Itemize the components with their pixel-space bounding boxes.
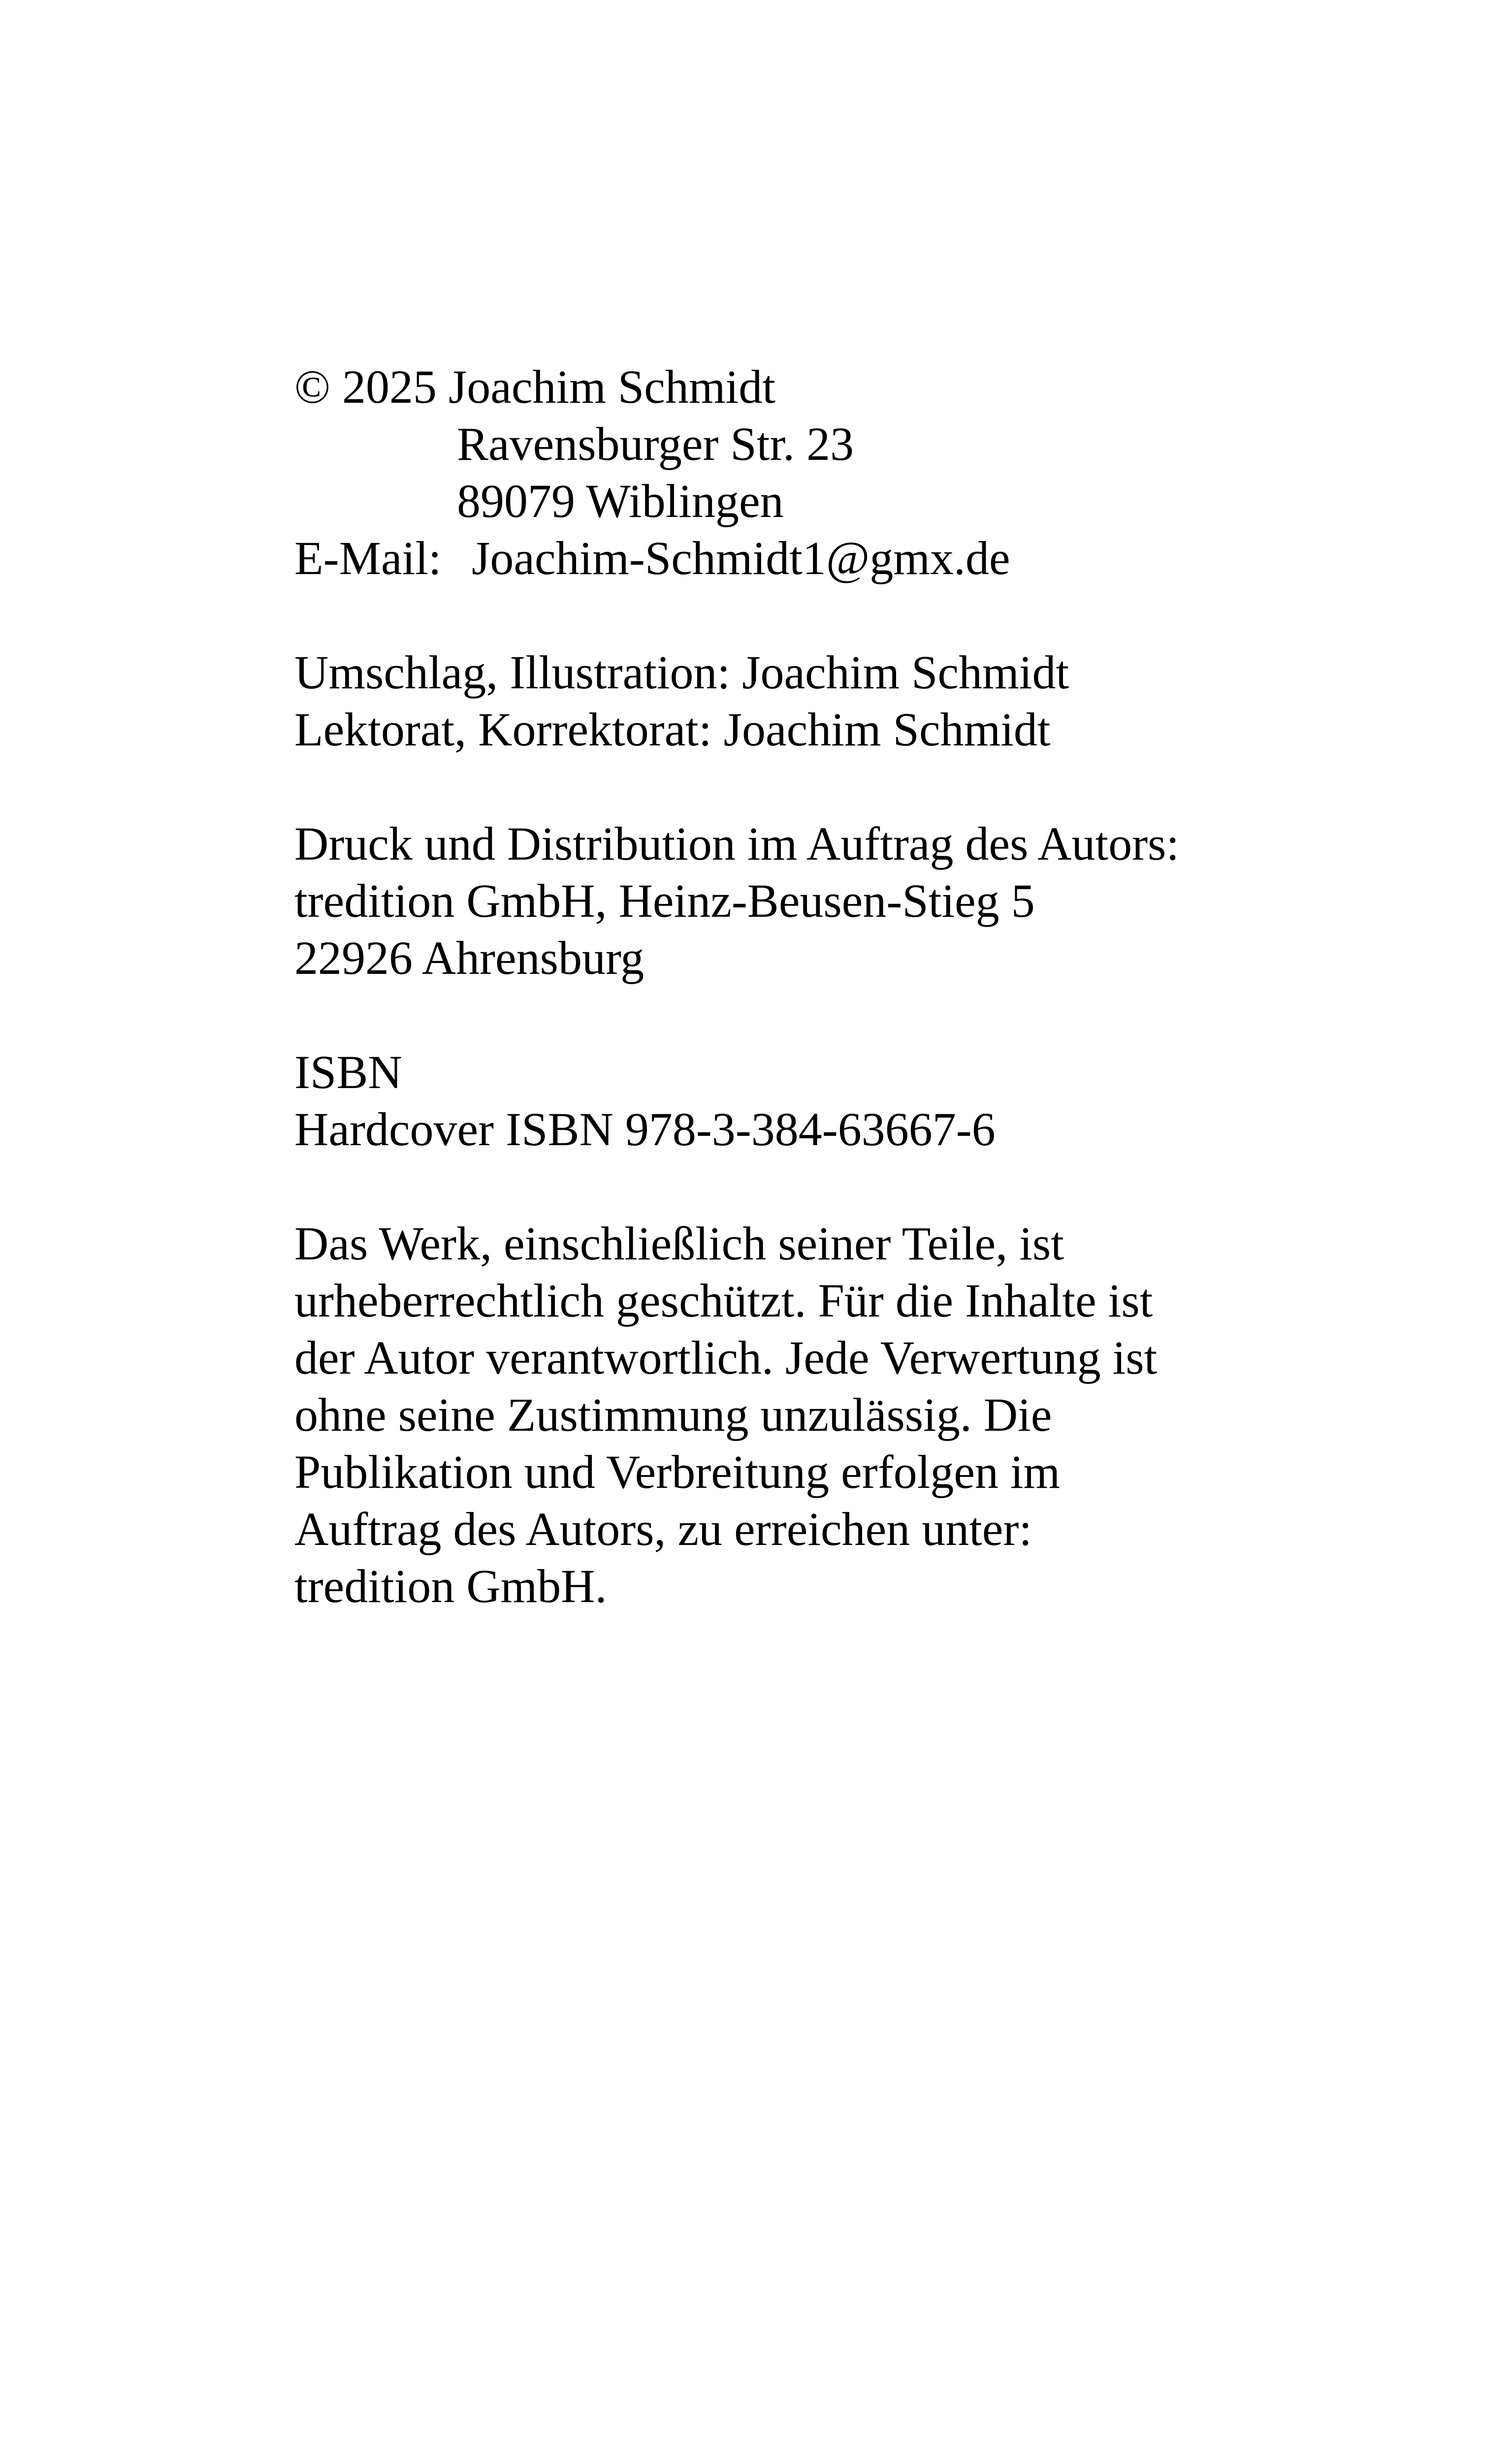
spacer bbox=[294, 587, 1427, 644]
legal-line: der Autor verantwortlich. Jede Verwertung ist bbox=[294, 1331, 1158, 1384]
printing-line-3: 22926 Ahrensburg bbox=[294, 932, 644, 984]
spacer bbox=[294, 758, 1427, 815]
cover-illustration-credit: Umschlag, Illustration: Joachim Schmidt bbox=[294, 646, 1069, 699]
editing-credit: Lektorat, Korrektorat: Joachim Schmidt bbox=[294, 703, 1051, 756]
address-street: Ravensburger Str. 23 bbox=[457, 418, 854, 470]
legal-line: urheberrechtlich geschützt. Für die Inhalte ist bbox=[294, 1274, 1153, 1327]
legal-line: Publikation und Verbreitung erfolgen im bbox=[294, 1446, 1061, 1498]
printing-line-2: tredition GmbH, Heinz-Beusen-Stieg 5 bbox=[294, 874, 1035, 927]
spacer bbox=[294, 987, 1427, 1044]
copyright-line: © 2025 Joachim Schmidt bbox=[294, 360, 775, 413]
imprint-page bbox=[294, 358, 1427, 1615]
legal-line: ohne seine Zustimmung unzulässig. Die bbox=[294, 1388, 1052, 1441]
address-city: 89079 Wiblingen bbox=[457, 475, 784, 527]
email-line bbox=[294, 530, 1427, 587]
credits-block bbox=[294, 644, 1427, 758]
isbn-heading: ISBN bbox=[294, 1046, 402, 1098]
legal-line: Auftrag des Autors, zu erreichen unter: bbox=[294, 1503, 1032, 1555]
isbn-hardcover: Hardcover ISBN 978-3-384-63667-6 bbox=[294, 1103, 996, 1156]
legal-line: tredition GmbH. bbox=[294, 1560, 607, 1612]
copyright-block bbox=[294, 358, 1427, 587]
isbn-block bbox=[294, 1044, 1427, 1158]
email-value: Joachim-Schmidt1@gmx.de bbox=[472, 532, 1010, 584]
legal-notice bbox=[294, 1215, 1427, 1615]
email-label: E-Mail: bbox=[294, 532, 442, 584]
spacer bbox=[294, 1158, 1427, 1215]
printing-block bbox=[294, 815, 1427, 987]
legal-line: Das Werk, einschließlich seiner Teile, ist bbox=[294, 1217, 1064, 1270]
printing-line-1: Druck und Distribution im Auftrag des Autors: bbox=[294, 817, 1180, 870]
